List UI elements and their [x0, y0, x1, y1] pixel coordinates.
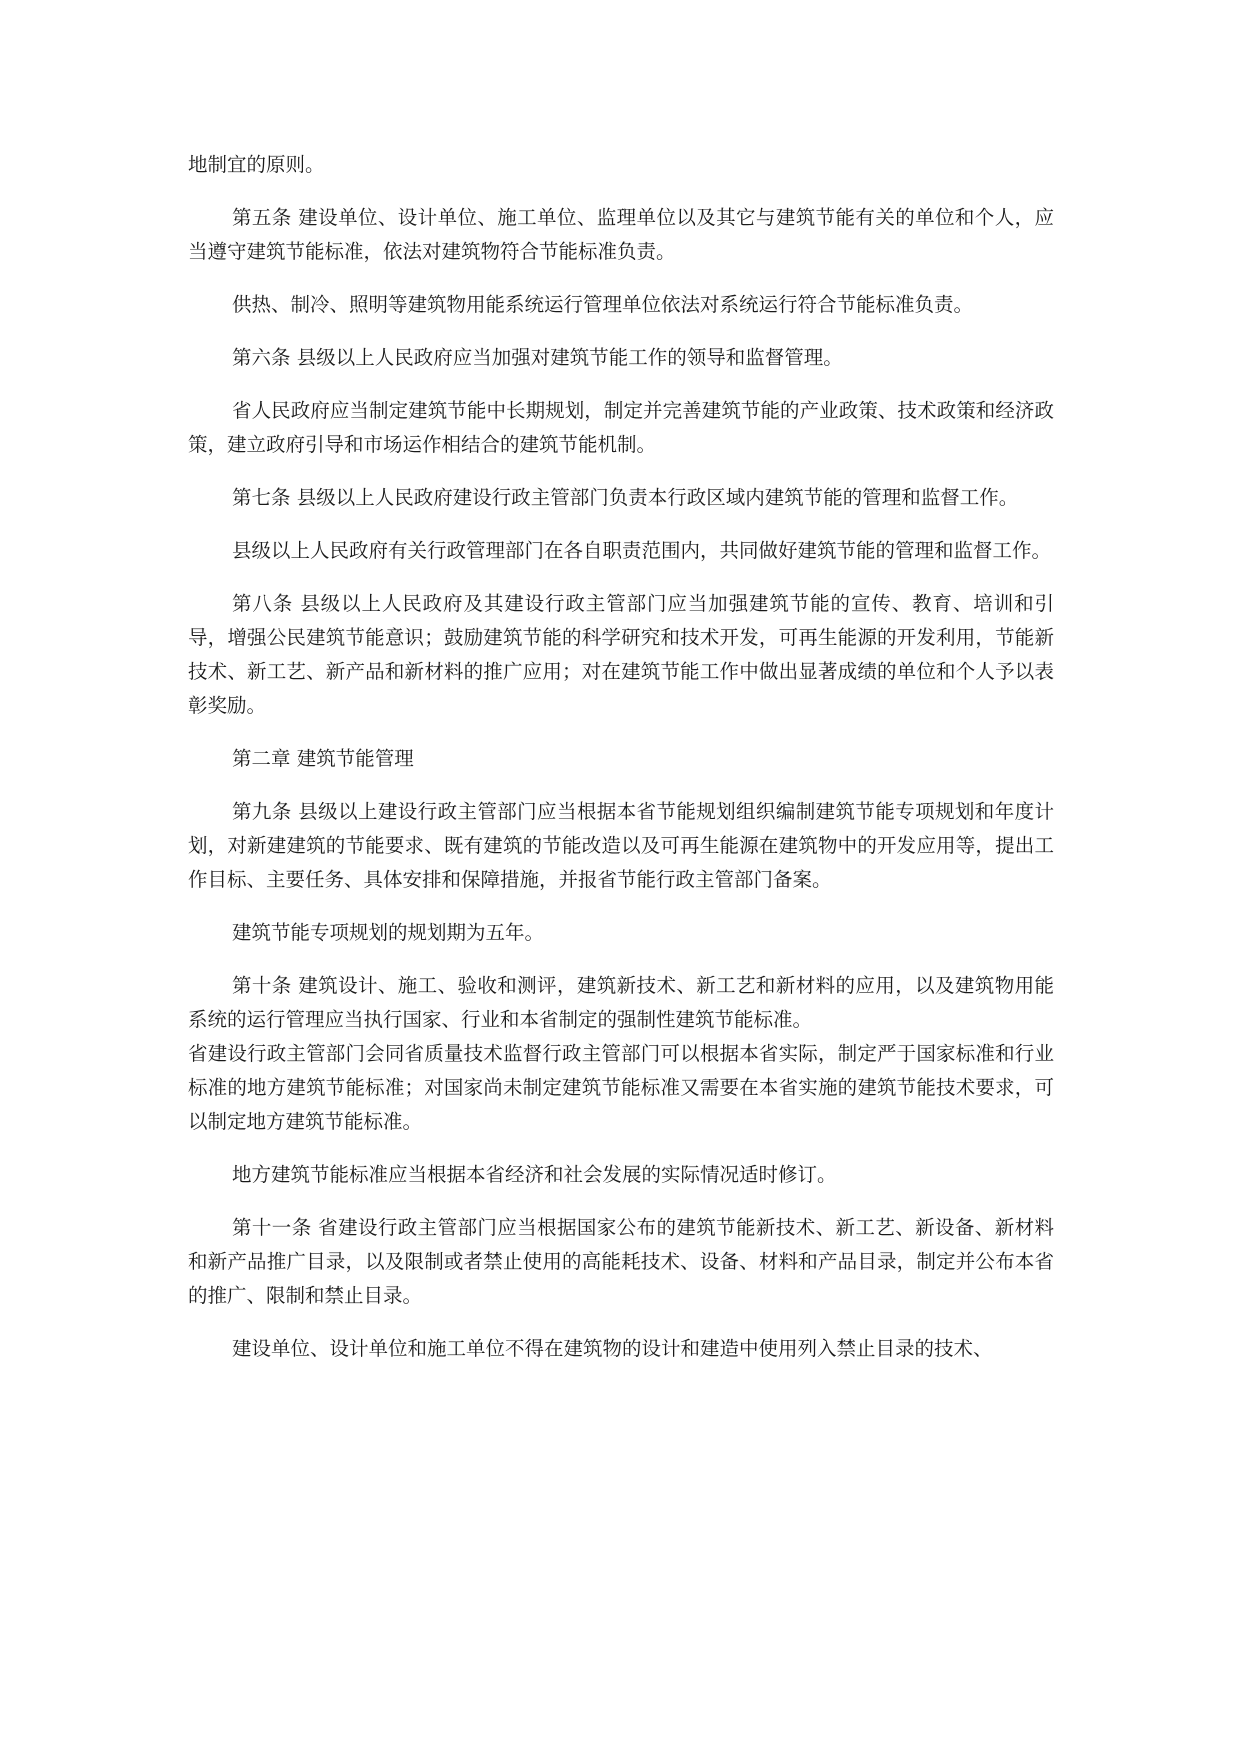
paragraph: 供热、制冷、照明等建筑物用能系统运行管理单位依法对系统运行符合节能标准负责。	[232, 293, 974, 316]
paragraph: 县级以上人民政府有关行政管理部门在各自职责范围内，共同做好建筑节能的管理和监督工作。	[232, 539, 1052, 562]
paragraph: 建筑节能专项规划的规划期为五年。	[232, 921, 545, 944]
paragraph: 第十条 建筑设计、施工、验收和测评，建筑新技术、新工艺和新材料的应用，以及建筑物用能系统的运行管理应当执行国家、行业和本省制定的强制性建筑节能标准。	[188, 974, 1054, 1031]
paragraph: 第五条 建设单位、设计单位、施工单位、监理单位以及其它与建筑节能有关的单位和个人，应当遵守建筑节能标准，依法对建筑物符合节能标准负责。	[188, 206, 1054, 263]
document-body	[188, 148, 1054, 1366]
paragraph: 第六条 县级以上人民政府应当加强对建筑节能工作的领导和监督管理。	[232, 346, 843, 369]
paragraph: 第九条 县级以上建设行政主管部门应当根据本省节能规划组织编制建筑节能专项规划和年度计划，对新建建筑的节能要求、既有建筑的节能改造以及可再生能源在建筑物中的开发应用等，提出工作目标、主要任务、具体安排和保障措施，并报省节能行政主管部门备案。	[188, 800, 1054, 891]
paragraph: 地方建筑节能标准应当根据本省经济和社会发展的实际情况适时修订。	[232, 1163, 837, 1186]
paragraph: 第二章 建筑节能管理	[232, 747, 414, 770]
paragraph: 第八条 县级以上人民政府及其建设行政主管部门应当加强建筑节能的宣传、教育、培训和引导，增强公民建筑节能意识；鼓励建筑节能的科学研究和技术开发，可再生能源的开发利用，节能新技术、新工艺、新产品和新材料的推广应用；对在建筑节能工作中做出显著成绩的单位和个人予以表彰奖励。	[188, 592, 1054, 717]
paragraph: 建设单位、设计单位和施工单位不得在建筑物的设计和建造中使用列入禁止目录的技术、	[232, 1337, 993, 1360]
paragraph: 第十一条 省建设行政主管部门应当根据国家公布的建筑节能新技术、新工艺、新设备、新材料和新产品推广目录，以及限制或者禁止使用的高能耗技术、设备、材料和产品目录，制定并公布本省的推广、限制和禁止目录。	[188, 1216, 1054, 1307]
paragraph: 第七条 县级以上人民政府建设行政主管部门负责本行政区域内建筑节能的管理和监督工作。	[232, 486, 1019, 509]
paragraph: 省人民政府应当制定建筑节能中长期规划，制定并完善建筑节能的产业政策、技术政策和经济政策，建立政府引导和市场运作相结合的建筑节能机制。	[188, 399, 1054, 456]
paragraph: 地制宜的原则。	[188, 153, 325, 176]
paragraph: 省建设行政主管部门会同省质量技术监督行政主管部门可以根据本省实际，制定严于国家标准和行业标准的地方建筑节能标准；对国家尚未制定建筑节能标准又需要在本省实施的建筑节能技术要求，可以制定地方建筑节能标准。	[188, 1042, 1054, 1133]
